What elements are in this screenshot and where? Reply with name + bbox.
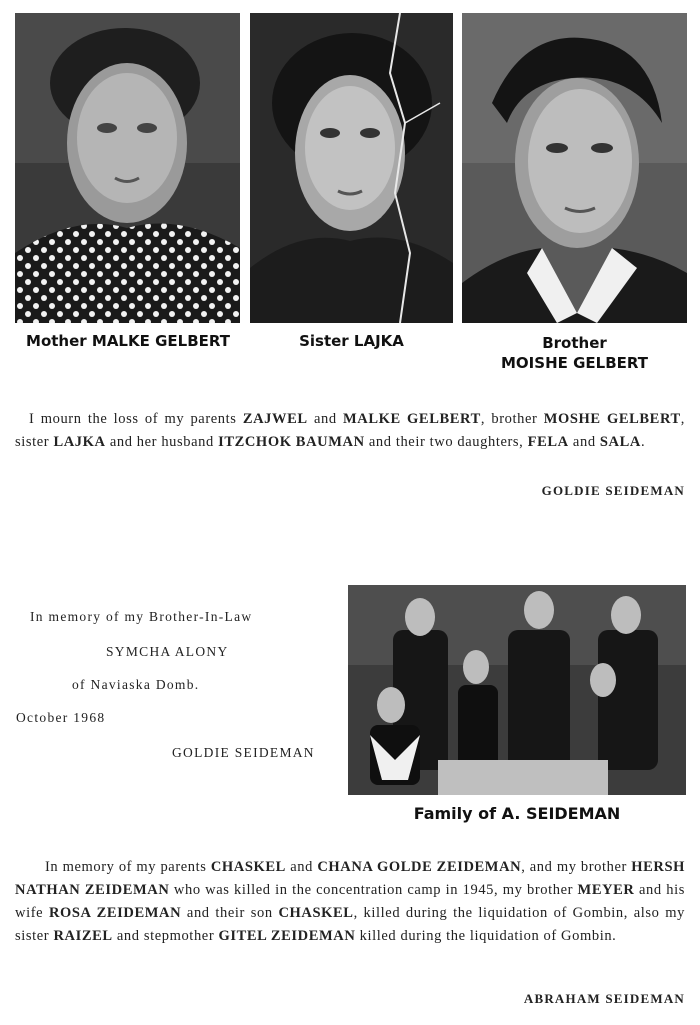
caption-sister: Sister LAJKA <box>299 332 404 350</box>
photo-mother <box>15 13 240 323</box>
name-lajka: LAJKA <box>53 434 106 450</box>
photo-sister <box>250 13 453 323</box>
name-sala: SALA <box>599 434 641 450</box>
photo-family-seideman <box>348 585 686 795</box>
text-segment: , and my brother <box>521 859 632 875</box>
text-segment: and <box>307 411 343 427</box>
text-segment: and her husband <box>105 434 219 450</box>
name-meyer: MEYER <box>577 882 635 898</box>
text-segment: killed during the liquidation of Gombin. <box>355 928 617 944</box>
memorial-date: October 1968 <box>16 710 106 725</box>
text-segment: , killed during the liquidation of Gombin, also my sister <box>15 905 686 944</box>
name-chana-golde-zeideman: CHANA GOLDE ZEIDEMAN <box>317 859 522 875</box>
portrait-brother-image <box>462 13 687 323</box>
memorial-line-1: In memory of my Brother-In-Law <box>30 609 253 624</box>
name-raizel: RAIZEL <box>53 928 113 944</box>
text-segment: and their two daughters, <box>364 434 528 450</box>
caption-family-seideman: Family of A. SEIDEMAN <box>413 804 621 823</box>
caption-brother-line1: Brother <box>542 334 607 352</box>
text-segment: and stepmother <box>112 928 219 944</box>
memorial-name-symcha-alony: SYMCHA ALONY <box>106 644 229 659</box>
mourning-paragraph-gelbert <box>15 408 685 454</box>
text-segment: and <box>568 434 600 450</box>
text-segment: and his wife <box>15 882 685 921</box>
name-itzchok-bauman: ITZCHOK BAUMAN <box>218 434 365 450</box>
name-fela: FELA <box>527 434 569 450</box>
portrait-sister-image <box>250 13 453 323</box>
name-chaskel-son: CHASKEL <box>278 905 354 921</box>
text-segment: I mourn the loss of my parents <box>29 411 243 427</box>
name-zajwel: ZAJWEL <box>242 411 308 427</box>
text-segment: and <box>285 859 318 875</box>
memorial-line-3: of Naviaska Domb. <box>72 677 200 692</box>
memorial-paragraph-zeideman <box>15 856 685 948</box>
text-segment: , brother <box>480 411 544 427</box>
signature-goldie-seideman-1: GOLDIE SEIDEMAN <box>541 483 685 498</box>
name-moshe-gelbert: MOSHE GELBERT <box>543 411 681 427</box>
name-gitel-zeideman: GITEL ZEIDEMAN <box>218 928 356 944</box>
caption-mother: Mother MALKE GELBERT <box>26 332 230 350</box>
photo-brother <box>462 13 687 323</box>
name-chaskel: CHASKEL <box>210 859 286 875</box>
text-segment: , sister <box>15 411 686 450</box>
name-malke-gelbert: MALKE GELBERT <box>342 411 481 427</box>
family-group-image <box>348 585 686 795</box>
signature-goldie-seideman-2: GOLDIE SEIDEMAN <box>172 745 315 760</box>
portrait-mother-image <box>15 13 240 323</box>
signature-abraham-seideman: ABRAHAM SEIDEMAN <box>523 991 685 1006</box>
caption-brother-line2: MOISHE GELBERT <box>501 354 648 372</box>
name-rosa-zeideman: ROSA ZEIDEMAN <box>48 905 182 921</box>
text-segment: In memory of my parents <box>45 859 211 875</box>
text-segment: and their son <box>181 905 279 921</box>
name-hersh-nathan-zeideman: HERSH NATHAN ZEIDEMAN <box>15 859 686 898</box>
text-segment: who was killed in the concentration camp in 1945, my brother <box>169 882 578 898</box>
text-segment: . <box>640 434 646 450</box>
